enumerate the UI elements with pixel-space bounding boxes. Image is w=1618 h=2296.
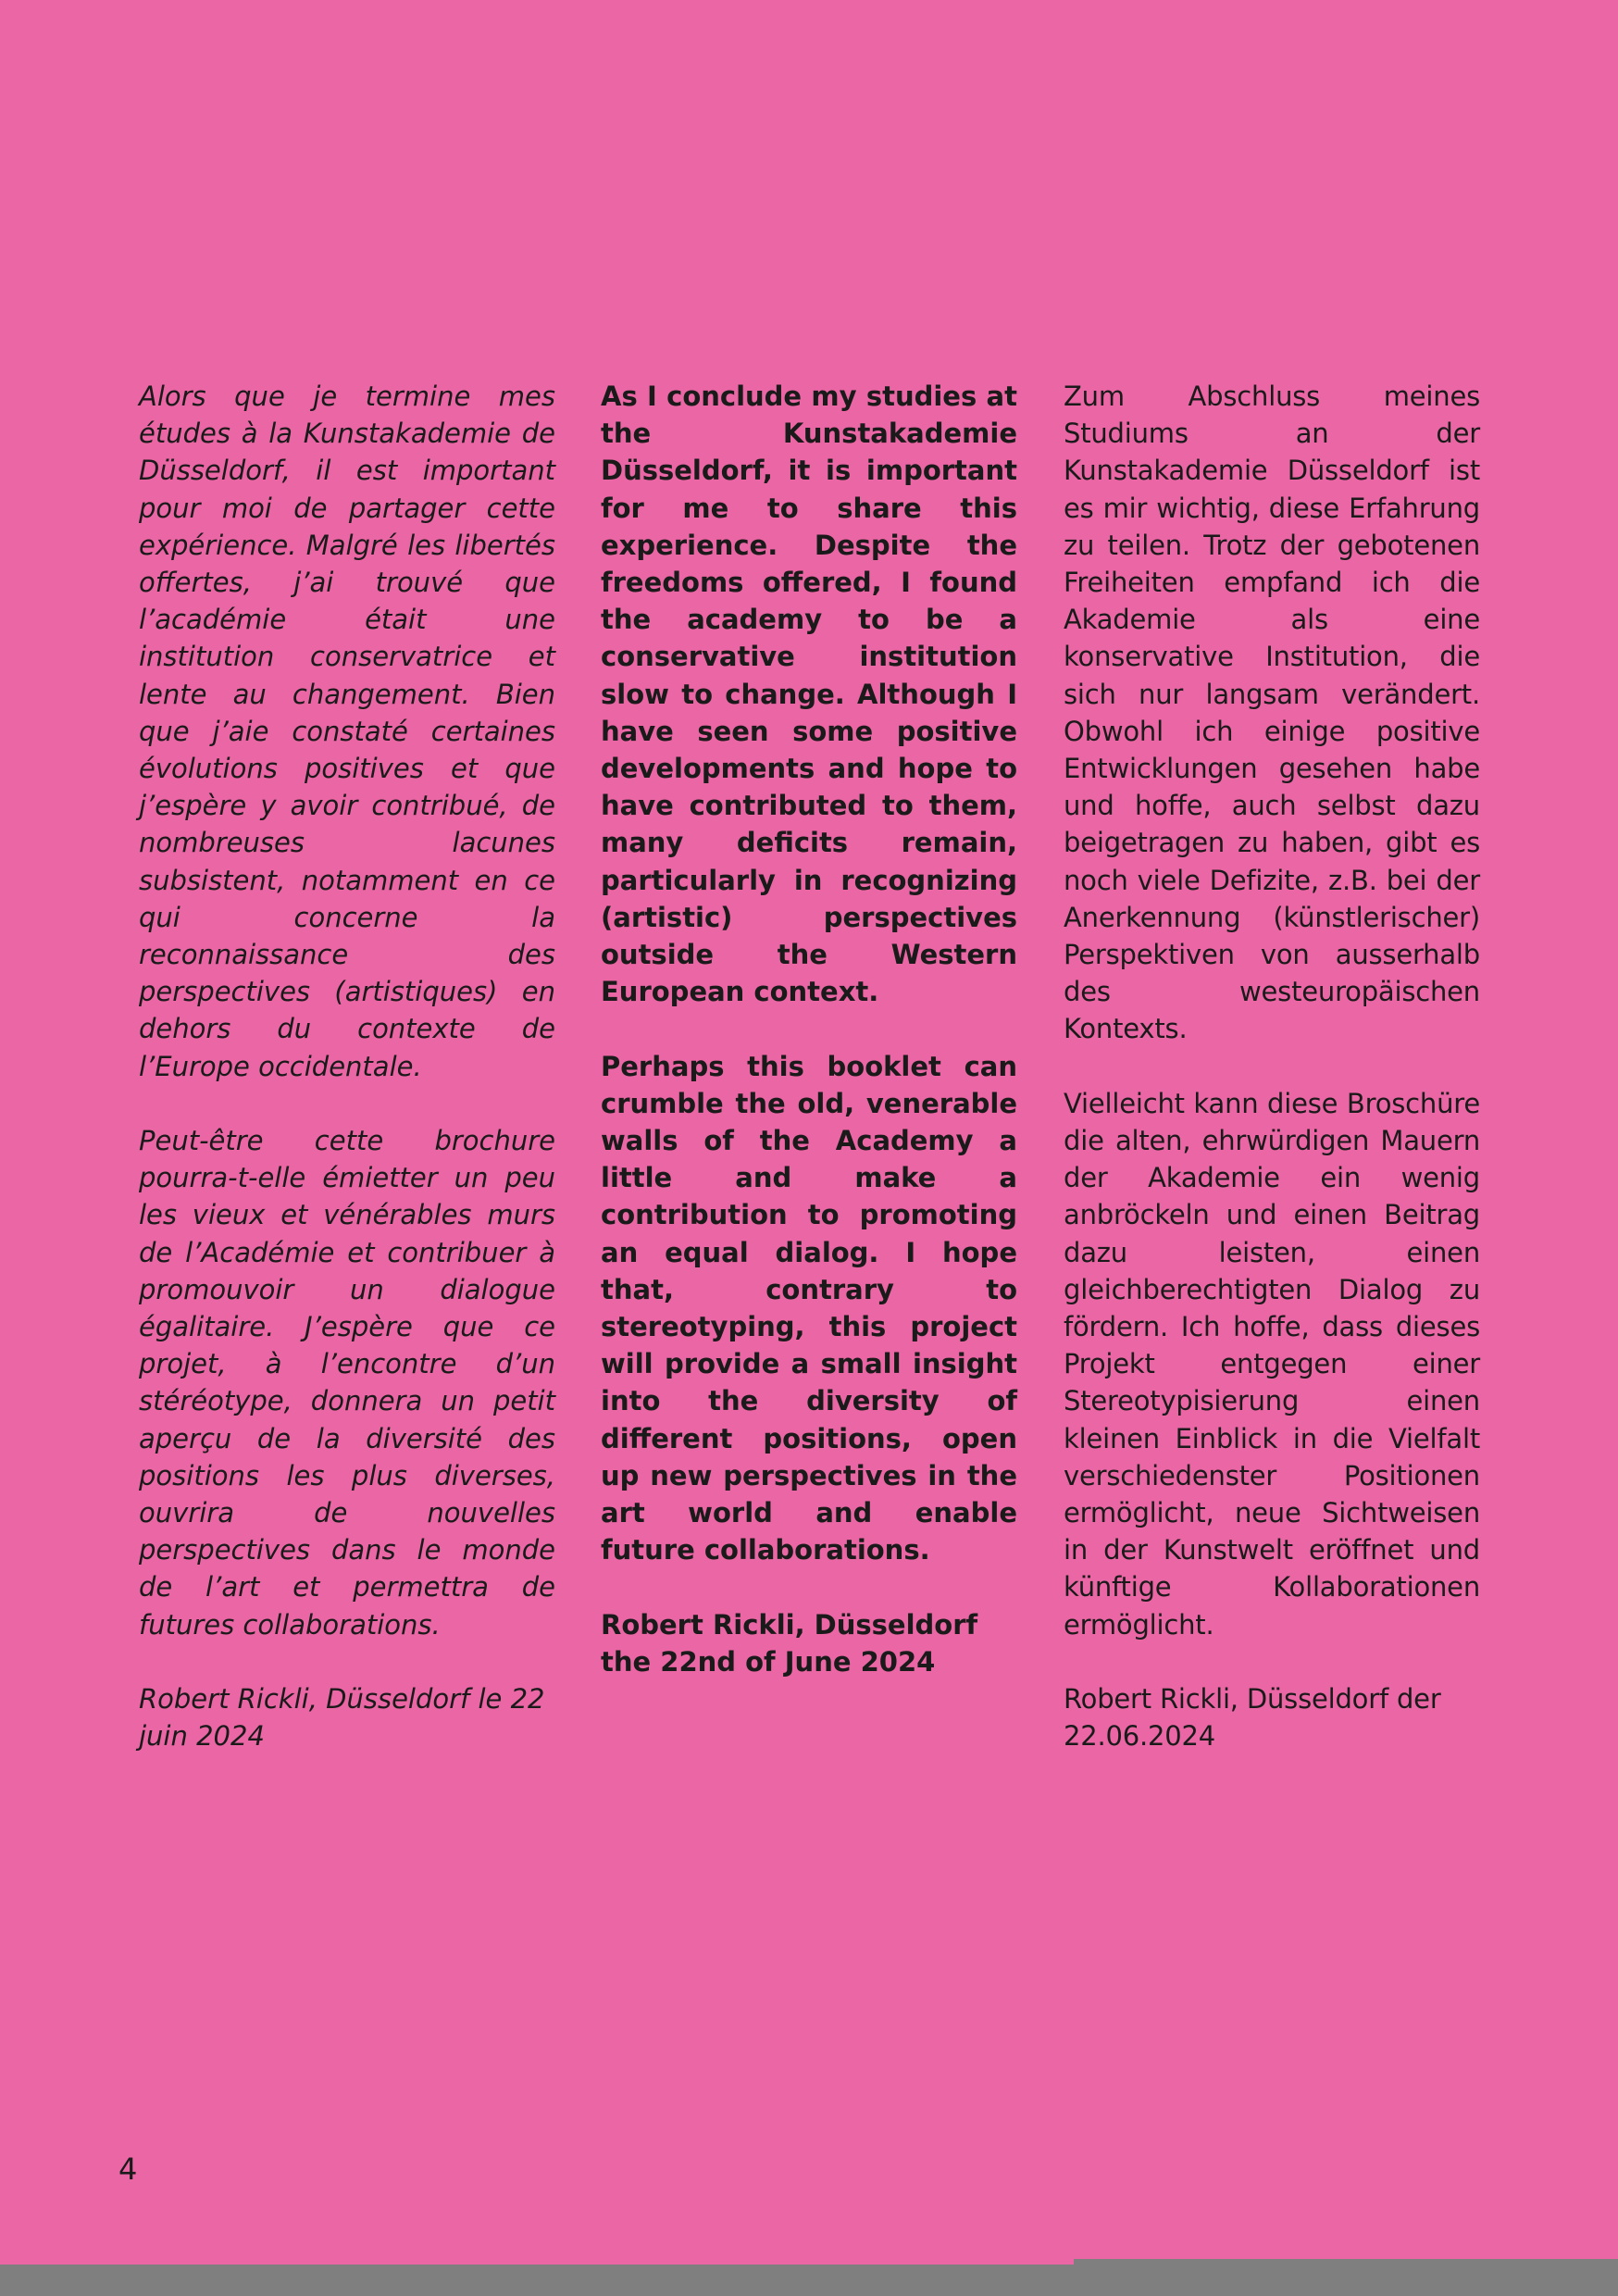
page-number: 4 <box>118 2152 138 2187</box>
german-signature: Robert Rickli, Düsseldorf der 22.06.2024 <box>1064 1683 1441 1753</box>
german-column <box>1064 378 1480 1792</box>
french-paragraph-1: Alors que je termine mes études à la Kunstakademie de Düsseldorf, il est important pour moi de partager cette expérience. Malgré les libertés offertes, j’ai trouvé que l’académie était une institution conservatrice et lente au changement. Bien que j’aie constaté certaines évolutions positives et que j’espère y avoir contribué, de nombreuses lacunes subsistent, notamment en ce qui concerne la reconnaissance des perspectives (artistiques) en dehors du contexte de l’Europe occidentale. <box>139 381 555 1082</box>
german-paragraph-2: Vielleicht kann diese Broschüre die alten, ehrwürdigen Mauern der Akademie ein wenig anbröckeln und einen Beitrag dazu leisten, einen gleichberechtigten Dialog zu fördern. Ich hoffe, dass dieses Projekt entgegen einer Stereotypisierung einen kleinen Einblick in die Vielfalt verschiedenster Positionen ermöglicht, neue Sichtweisen in der Kunstwelt eröffnet und künftige Kollaborationen ermöglicht. <box>1064 1087 1480 1641</box>
bottom-bar <box>0 2265 1618 2296</box>
english-signature: Robert Rickli, Düsseldorf the 22nd of June 2024 <box>601 1608 978 1678</box>
english-paragraph-2: Perhaps this booklet can crumble the old, venerable walls of the Academy a little and make a contribution to promoting an equal dialog. I hope that, contrary to stereotyping, this project will provide a small insight into the diversity of different positions, open up new perspectives in the art world and enable future collaborations. <box>601 1050 1017 1566</box>
french-column <box>139 378 555 1792</box>
french-signature: Robert Rickli, Düsseldorf le 22 juin 2024 <box>139 1683 545 1753</box>
french-paragraph-2: Peut-être cette brochure pourra-t-elle émietter un peu les vieux et vénérables murs de l’Académie et contribuer à promouvoir un dialogue égalitaire. J’espère que ce projet, à l’encontre d’un stéréotype, donnera un petit aperçu de la diversité des positions les plus diverses, ouvrira de nouvelles perspectives dans le monde de l’art et permettra de futures collaborations. <box>139 1125 555 1641</box>
english-column <box>601 378 1017 1717</box>
english-paragraph-1: As I conclude my studies at the Kunstakademie Düsseldorf, it is important for me to share this experience. Despite the freedoms offered, I found the academy to be a conservative institution slow to change. Although I have seen some positive developments and hope to have contributed to them, many deficits remain, particularly in recognizing (artistic) perspectives outside the Western European context. <box>601 381 1017 1008</box>
german-paragraph-1: Zum Abschluss meines Studiums an der Kunstakademie Düsseldorf ist es mir wichtig, diese Erfahrung zu teilen. Trotz der gebotenen Freiheiten empfand ich die Akademie als eine konservative Institution, die sich nur langsam verändert. Obwohl ich einige positive Entwicklungen gesehen habe und hoffe, auch selbst dazu beigetragen zu haben, gibt es noch viele Defizite, z.B. bei der Anerkennung (künstlerischer) Perspektiven von ausserhalb des westeuropäischen Kontexts. <box>1064 381 1480 1045</box>
